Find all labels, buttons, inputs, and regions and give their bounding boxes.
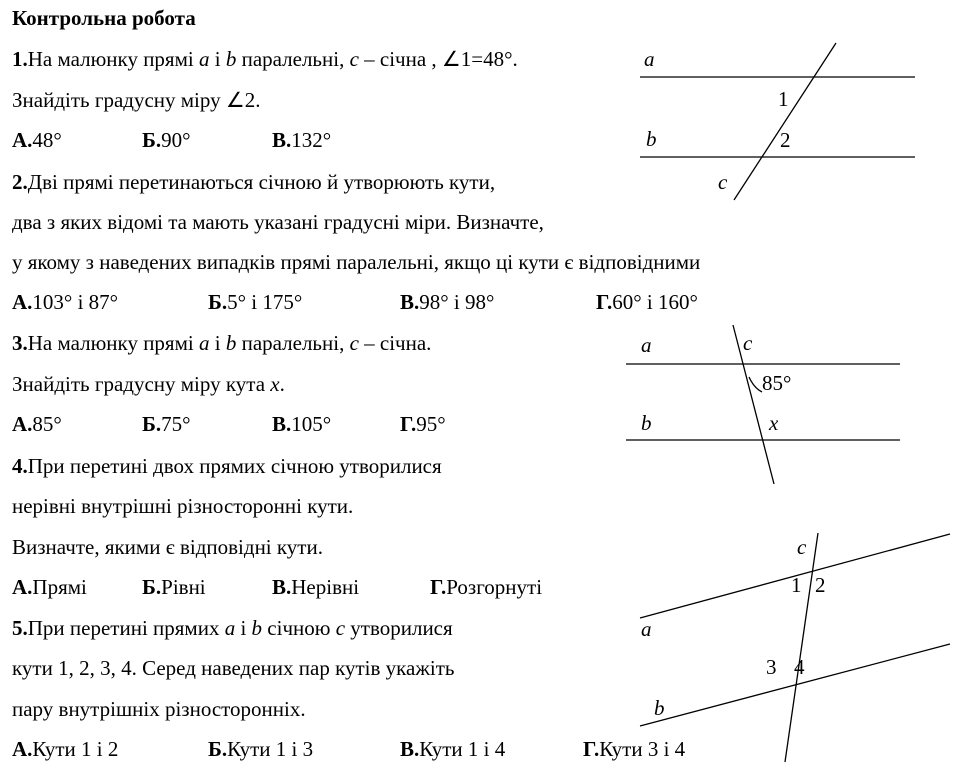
fig1-angle-1: 1 bbox=[778, 87, 789, 111]
question-3-text: 3.На малюнку прямі a і b паралельні, c – січна. bbox=[12, 331, 432, 355]
question-1-number: 1. bbox=[12, 47, 28, 71]
q3-option-d[interactable]: Г.95° bbox=[400, 412, 446, 436]
question-5-line-3: пару внутрішніх різносторонніх. bbox=[12, 697, 306, 721]
question-3-number: 3. bbox=[12, 331, 28, 355]
q1-option-b[interactable]: Б.90° bbox=[142, 128, 191, 152]
question-5-line-2: кути 1, 2, 3, 4. Серед наведених пар кутів укажіть bbox=[12, 656, 455, 680]
question-1-line-2: Знайдіть градусну міру ∠2. bbox=[12, 88, 261, 112]
question-3-line-2: Знайдіть градусну міру кута x. bbox=[12, 372, 285, 396]
q3-option-a[interactable]: А.85° bbox=[12, 412, 62, 436]
fig3-angle-x: x bbox=[769, 411, 779, 435]
fig5-label-a: a bbox=[641, 617, 652, 641]
q4-option-d[interactable]: Г.Розгорнуті bbox=[430, 575, 543, 599]
question-2-line-2: два з яких відомі та мають указані градусні міри. Визначте, bbox=[12, 210, 544, 234]
fig5-label-c: c bbox=[797, 535, 807, 559]
fig1-label-a: a bbox=[644, 47, 655, 71]
fig3-angle-85: 85° bbox=[762, 371, 792, 395]
figure-1 bbox=[640, 43, 915, 200]
q5-option-c[interactable]: В.Кути 1 і 4 bbox=[400, 737, 506, 761]
fig3-label-b: b bbox=[641, 411, 652, 435]
q3-option-b[interactable]: Б.75° bbox=[142, 412, 191, 436]
q3-option-c[interactable]: В.105° bbox=[272, 412, 332, 436]
question-2-text: 2.Дві прямі перетинаються січною й утворюють кути, bbox=[12, 170, 496, 194]
fig5-angle-4: 4 bbox=[794, 655, 805, 679]
fig3-label-c: c bbox=[743, 331, 753, 355]
q5-option-d[interactable]: Г.Кути 3 і 4 bbox=[583, 737, 686, 761]
q5-option-a[interactable]: А.Кути 1 і 2 bbox=[12, 737, 119, 761]
fig1-label-b: b bbox=[646, 127, 657, 151]
page-title: Контрольна робота bbox=[12, 6, 196, 30]
q5-option-b[interactable]: Б.Кути 1 і 3 bbox=[208, 737, 314, 761]
question-4-line-3: Визначте, якими є відповідні кути. bbox=[12, 535, 323, 559]
q2-option-b[interactable]: Б.5° і 175° bbox=[208, 290, 303, 314]
question-5-text: 5.При перетині прямих a і b січною c утворилися bbox=[12, 616, 453, 640]
fig1-line-c bbox=[734, 43, 836, 200]
q4-option-c[interactable]: В.Нерівні bbox=[272, 575, 360, 599]
fig5-angle-1: 1 bbox=[791, 573, 802, 597]
q2-option-d[interactable]: Г.60° і 160° bbox=[596, 290, 698, 314]
question-2-number: 2. bbox=[12, 170, 28, 194]
question-5-number: 5. bbox=[12, 616, 28, 640]
fig5-line-c bbox=[785, 533, 818, 762]
q4-option-b[interactable]: Б.Рівні bbox=[142, 575, 206, 599]
fig5-angle-2: 2 bbox=[815, 573, 826, 597]
fig3-line-c bbox=[733, 325, 774, 484]
q2-option-c[interactable]: В.98° і 98° bbox=[400, 290, 495, 314]
fig1-angle-2: 2 bbox=[780, 128, 791, 152]
figure-5 bbox=[640, 533, 950, 762]
figure-3 bbox=[626, 325, 900, 484]
question-4-number: 4. bbox=[12, 454, 28, 478]
question-4-line-2: нерівні внутрішні різносторонні кути. bbox=[12, 494, 354, 518]
fig1-label-c: c bbox=[718, 170, 728, 194]
fig5-label-b: b bbox=[654, 696, 665, 720]
q1-option-c[interactable]: В.132° bbox=[272, 128, 332, 152]
fig3-angle-arc bbox=[749, 377, 762, 392]
question-4-text: 4.При перетині двох прямих січною утворилися bbox=[12, 454, 442, 478]
q2-option-a[interactable]: А.103° і 87° bbox=[12, 290, 119, 314]
fig5-angle-3: 3 bbox=[766, 655, 777, 679]
question-1-text: 1.На малюнку прямі a і b паралельні, c – січна , ∠1=48°. bbox=[12, 47, 518, 71]
q4-option-a[interactable]: А.Прямі bbox=[12, 575, 87, 599]
fig3-label-a: a bbox=[641, 333, 652, 357]
question-2-line-3: у якому з наведених випадків прямі паралельні, якщо ці кути є відповідними bbox=[12, 250, 701, 274]
q1-option-a[interactable]: А.48° bbox=[12, 128, 62, 152]
